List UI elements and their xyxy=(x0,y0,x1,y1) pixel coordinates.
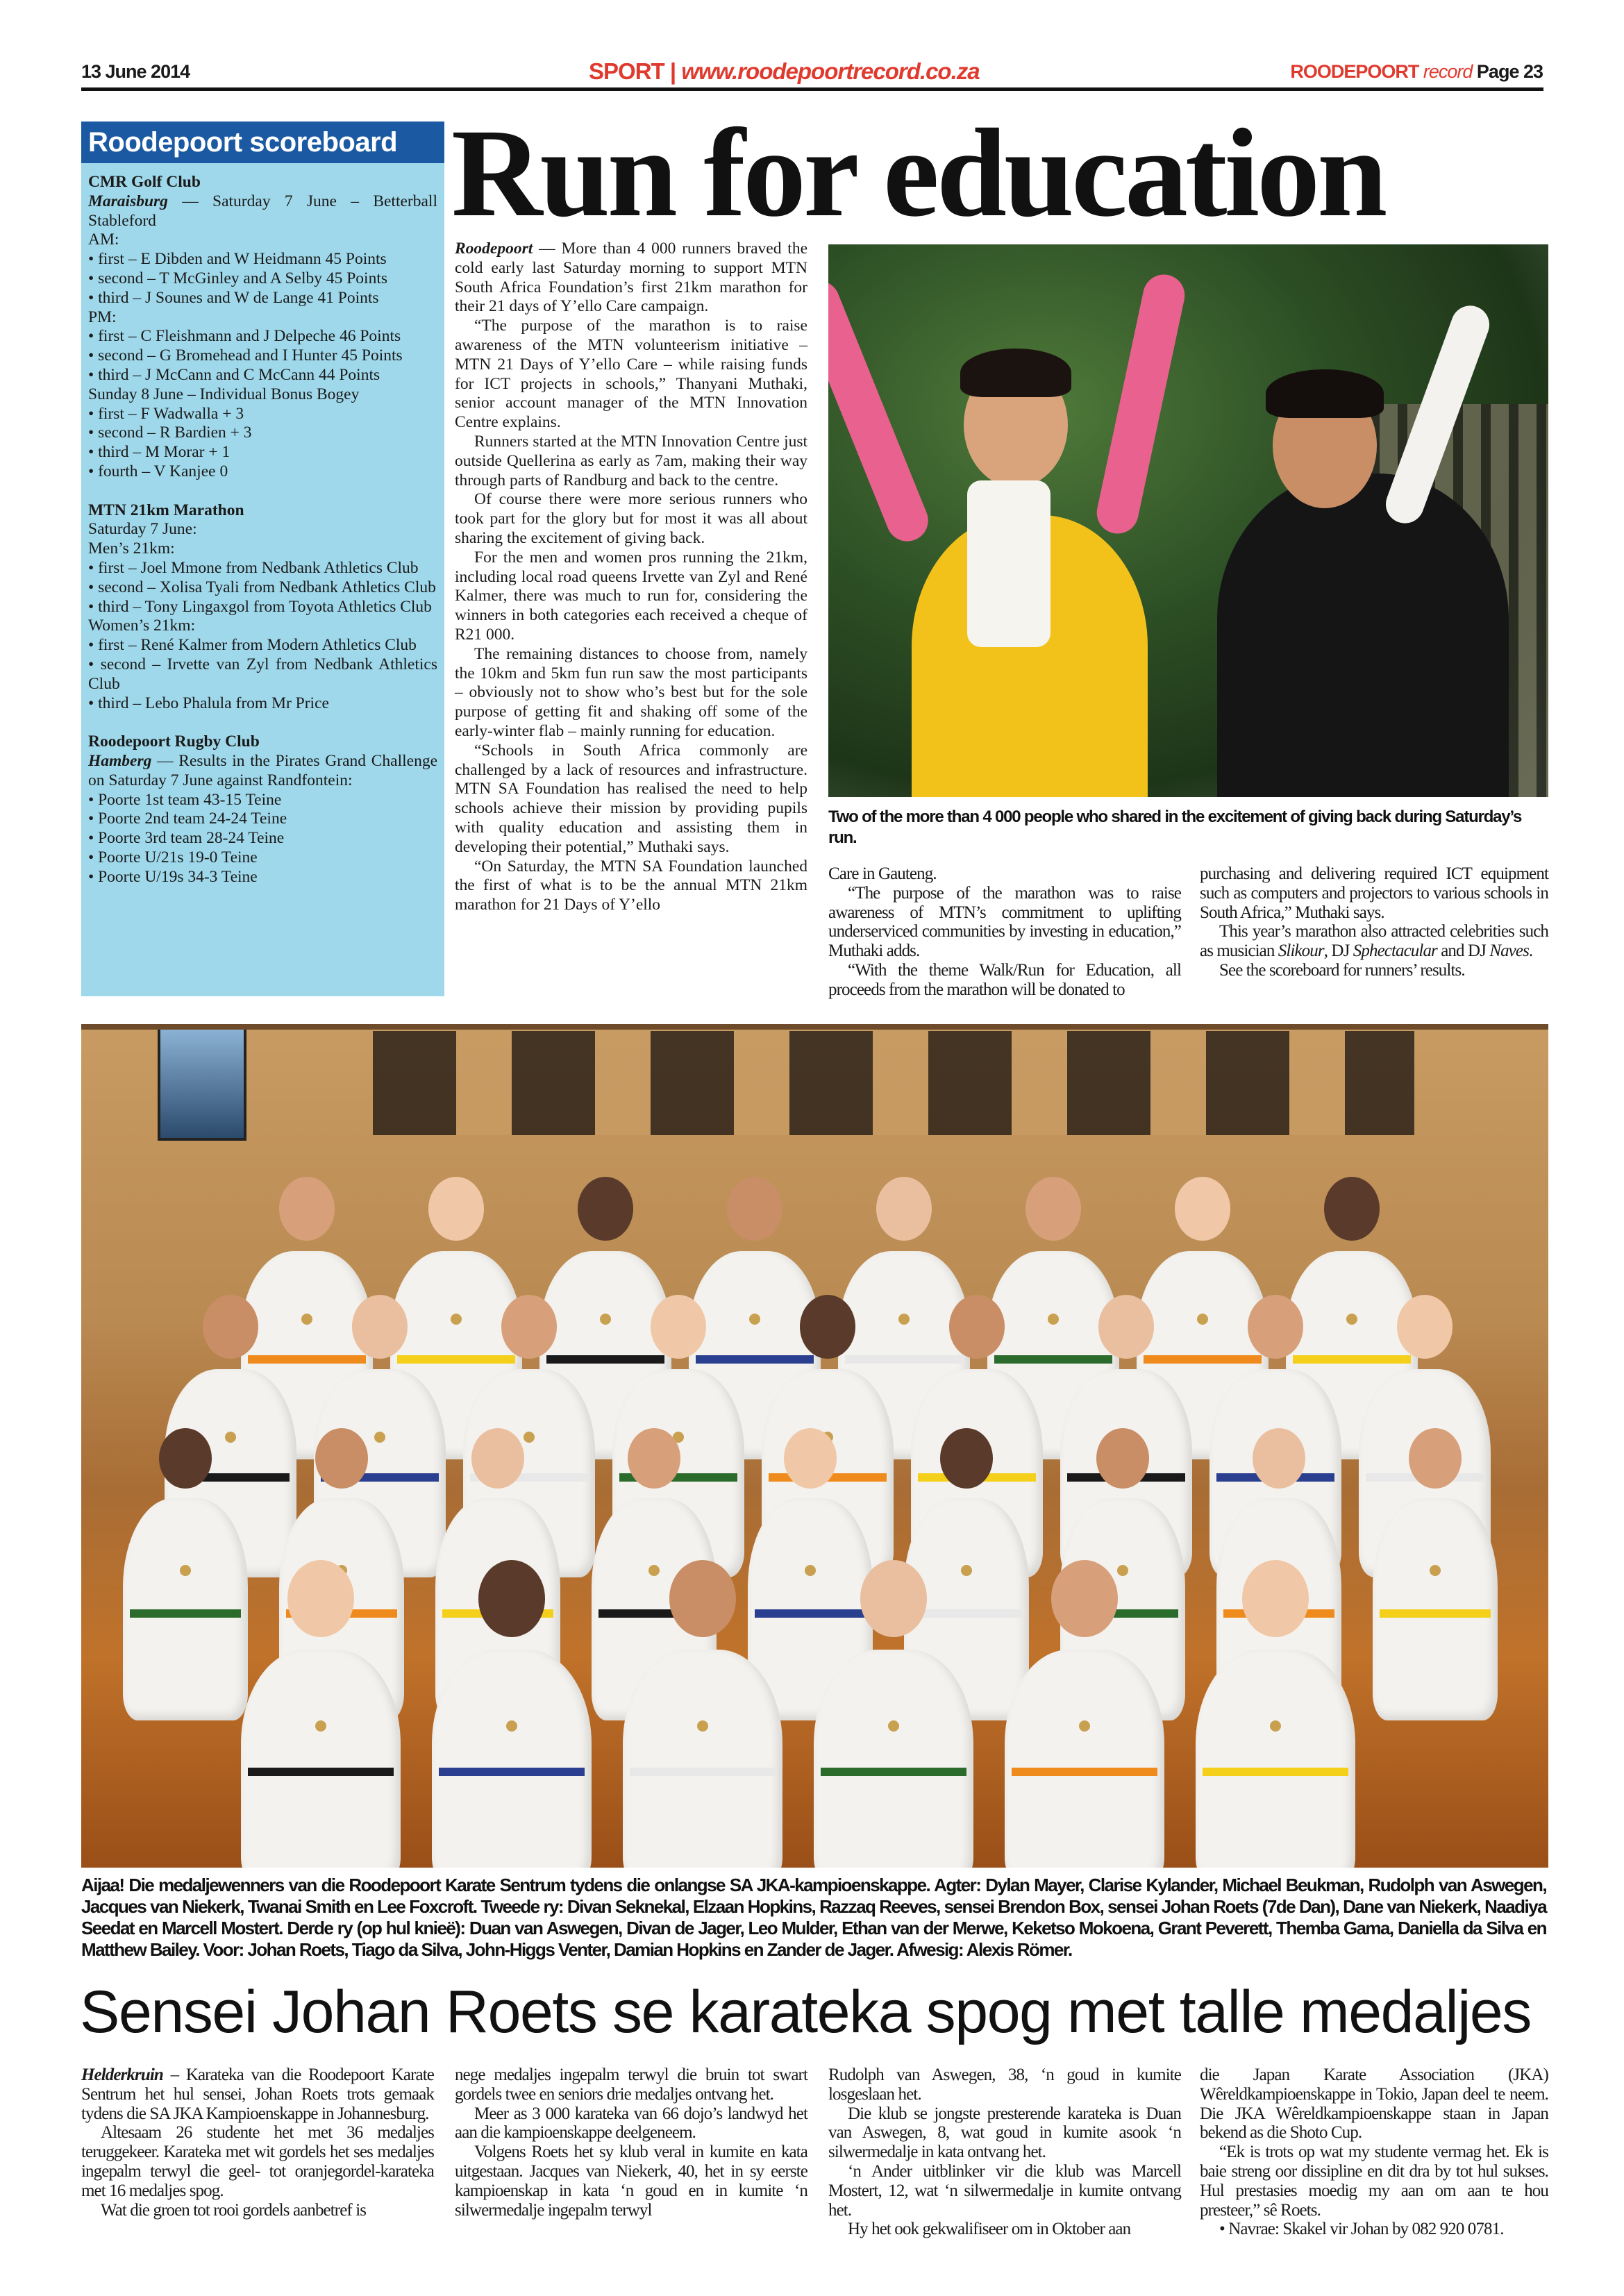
result-line: • first – C Fleishmann and J Delpeche 46 Points xyxy=(88,327,401,346)
medal-icon xyxy=(961,1565,972,1576)
section-heading: MTN 21km Marathon xyxy=(88,501,244,519)
celebrity-name: Slikour xyxy=(1278,941,1324,961)
paragraph xyxy=(455,240,807,317)
karateka-head xyxy=(940,1428,993,1489)
karateka-head xyxy=(1242,1560,1309,1637)
karate-gi xyxy=(1196,1650,1355,1868)
result-line: • fourth – V Kanjee 0 xyxy=(88,462,228,480)
karateka-head xyxy=(279,1177,335,1241)
section-name: SPORT xyxy=(589,58,664,84)
karate-belt xyxy=(130,1609,241,1618)
karate-belt xyxy=(1203,1768,1348,1776)
medal-icon xyxy=(315,1720,326,1732)
karate-belt xyxy=(821,1768,966,1776)
run-article-column-1 xyxy=(455,240,807,915)
result-line: • third – J Sounes and W de Lange 41 Points xyxy=(88,288,379,307)
section-banner xyxy=(589,58,980,85)
result-line: • first – E Dibden and W Heidmann 45 Points xyxy=(88,250,387,269)
karate-belt xyxy=(397,1355,515,1364)
medal-icon xyxy=(898,1314,910,1325)
paragraph: nege medaljes ingepalm terwyl die bruin tot swart gordels twee en seniors drie medaljes ontvang het. xyxy=(455,2065,807,2104)
paragraph-text: — More than 4 000 runners braved the cold early last Saturday morning to support MTN South Africa Foundation’s first 21km marathon for their 21 days of Y’ello Care campaign. xyxy=(455,240,807,316)
karate-photo-caption: Aijaa! Die medaljewenners van die Roodepoort Karate Sentrum tydens die onlangse SA JKA-kampioenskappe. Agter: Dylan Mayer, Clarise Kylander, Michael Beukman, Rudolph van Aswegen, Jacques van Niekerk, Twanai Smith en Lee Foxcroft. Tweede ry: Divan Seknekal, Elzaan Hopkins, Razzaq Reeves, sensei Brendon Box, sensei Johan Roets (7de Dan), Dane van Niekerk, Naadiya Seedat en Marcell Mostert. Derde ry (op hul knieë): Duan van Aswegen, Divan de Jager, Leo Mulder, Ethan van der Merwe, Keketso Mokoena, Grant Peverett, Themba Gama, Daniella da Silva en Matthew Bailey. Voor: Johan Roets, Tiago da Silva, John-Higgs Venter, Damian Hopkins en Zander de Jager. Afwesig: Alexis Römer. xyxy=(81,1875,1546,1960)
karate-gi xyxy=(814,1650,973,1868)
paragraph: Care in Gauteng. xyxy=(828,864,937,883)
karateka-head xyxy=(478,1560,546,1637)
medal-icon xyxy=(697,1720,708,1732)
section-intro-text: — Results in the Pirates Grand Challenge on Saturday 7 June against Randfontein: xyxy=(88,751,437,789)
paragraph xyxy=(81,2065,434,2123)
headline-run-for-education: Run for education xyxy=(451,103,1385,243)
paragraph: Runners started at the MTN Innovation Centre just outside Quellerina as early as 7am, making their way through parts of Randburg and back to the centre. xyxy=(455,432,807,489)
result-line: • third – Lebo Phalula from Mr Price xyxy=(88,694,329,712)
result-line: • Poorte 1st team 43-15 Teine xyxy=(88,790,282,809)
karateka-head xyxy=(860,1560,928,1637)
paragraph: purchasing and delivering required ICT equipment such as computers and projectors to various schools in South Africa,” Muthaki says. xyxy=(1200,864,1548,922)
karateka-head xyxy=(628,1428,680,1489)
karateka-head xyxy=(1248,1295,1303,1359)
photo-right-arm xyxy=(1093,271,1189,537)
karate-belt xyxy=(1144,1355,1262,1364)
paragraph: “Schools in South Africa commonly are challenged by a lack of resources and infrastructure. MTN SA Foundation has realised the need to help schools achieve their mission by providing pupils with quality education and assisting them in developing their potential,” Muthaki says. xyxy=(455,741,807,856)
karate-article-column-3 xyxy=(828,2065,1181,2239)
runners-photo xyxy=(828,244,1548,797)
result-line: • second – Xolisa Tyali from Nedbank Athletics Club xyxy=(88,578,436,596)
medal-icon xyxy=(374,1432,385,1443)
scoreboard-section xyxy=(88,501,437,714)
karate-article-column-2 xyxy=(455,2065,807,2220)
result-line: • first – F Wadwalla + 3 xyxy=(88,404,244,423)
medal-icon xyxy=(1346,1314,1357,1325)
paragraph xyxy=(1200,922,1548,961)
karate-belt xyxy=(546,1355,664,1364)
masthead-page xyxy=(1290,61,1543,83)
photo-left-arm xyxy=(828,274,935,547)
karateka-head xyxy=(1175,1177,1230,1241)
section-intro-text: — Saturday 7 June – Betterball Stableford xyxy=(88,192,437,230)
karate-article-column-1 xyxy=(81,2065,434,2220)
paragraph: • Navrae: Skakel vir Johan by 082 920 0781. xyxy=(1219,2220,1504,2239)
text: This year’s marathon also attracted celebrities such as musician xyxy=(1200,922,1548,961)
karateka-head xyxy=(578,1177,633,1241)
run-article-column-2 xyxy=(828,864,1181,1000)
result-line: • second – G Bromehead and I Hunter 45 Points xyxy=(88,346,403,365)
karateka-head xyxy=(1026,1177,1081,1241)
result-line: • second – T McGinley and A Selby 45 Points xyxy=(88,269,388,287)
karateka-head xyxy=(1253,1428,1305,1489)
issue-date: 13 June 2014 xyxy=(81,61,190,82)
text: , DJ xyxy=(1323,941,1353,961)
paragraph: Altesaam 26 studente het met 36 medaljes teruggekeer. Karateka met wit gordels het ses medaljes ingepalm terwyl die geel- tot oranjegordel-karateka met 16 medaljes spog. xyxy=(81,2123,434,2200)
headline-karate: Sensei Johan Roets se karateka spog met talle medaljes xyxy=(80,1979,1531,2045)
result-line: Men’s 21km: xyxy=(88,539,175,558)
medal-icon xyxy=(1197,1314,1208,1325)
karate-belt xyxy=(1012,1768,1157,1776)
run-article-column-3 xyxy=(1200,864,1548,980)
result-line: PM: xyxy=(88,308,117,326)
scoreboard-title: Roodepoort scoreboard xyxy=(81,121,444,163)
result-line: • third – M Morar + 1 xyxy=(88,443,231,462)
karateka-head xyxy=(669,1560,737,1637)
karateka-head xyxy=(784,1428,837,1489)
karateka-head xyxy=(428,1177,484,1241)
paragraph: Hy het ook gekwalifiseer om in Oktober aan xyxy=(848,2220,1131,2239)
paragraph: “On Saturday, the MTN SA Foundation launched the first of what is to be the annual MTN 21km marathon for 21 Days of Y’ello xyxy=(455,857,807,914)
karateka-group xyxy=(81,1024,1548,1868)
text: . xyxy=(1528,941,1533,961)
karate-team-photo xyxy=(81,1024,1548,1868)
paragraph: “Ek is trots op wat my studente vermag het. Ek is baie streng oor dissipline en dit dra by tot hul sukses. Hul prestasies moedig my aan om aan te hou presteer,” sê Roets. xyxy=(1200,2143,1548,2220)
result-line: • Poorte U/19s 34-3 Teine xyxy=(88,867,258,886)
paragraph: Rudolph van Aswegen, 38, ‘n goud in kumite losgeslaan het. xyxy=(828,2065,1181,2104)
result-line: • Poorte 3rd team 28-24 Teine xyxy=(88,829,285,848)
paragraph: Of course there were more serious runners who took part for the glory but for most it was all about sharing the excitement of giving back. xyxy=(455,490,807,547)
medal-icon xyxy=(225,1432,236,1443)
section-dateline: Maraisburg xyxy=(88,192,168,210)
result-line: • second – R Bardien + 3 xyxy=(88,424,252,442)
karate-belt xyxy=(911,1609,1022,1618)
paragraph: For the men and women pros running the 21km, including local road queens Irvette van Zyl and René Kalmer, there was much to run for, considering the winners in both categories each received a cheque of R21 000. xyxy=(455,548,807,644)
result-line: • first – Joel Mmone from Nedbank Athletics Club xyxy=(88,558,419,577)
medal-icon xyxy=(888,1720,899,1732)
karate-belt xyxy=(755,1609,866,1618)
karate-belt xyxy=(1293,1355,1411,1364)
medal-icon xyxy=(180,1565,191,1576)
paragraph-text: – Karateka van die Roodepoort Karate Sentrum het hul sensei, Johan Roets trots gemaak tydens die SA JKA Kampioenskappe in Johannesburg. xyxy=(81,2065,434,2123)
result-line: • third – Tony Lingaxgol from Toyota Athletics Club xyxy=(88,597,432,616)
karate-article-column-4 xyxy=(1200,2065,1548,2239)
karate-gi xyxy=(1005,1650,1164,1868)
photo-hair-left xyxy=(960,349,1071,397)
karate-gi xyxy=(241,1650,401,1868)
section-separator: | xyxy=(669,58,676,84)
section-intro xyxy=(88,752,437,791)
medal-icon xyxy=(805,1565,816,1576)
karateka-head xyxy=(1051,1560,1119,1637)
celebrity-name: Naves xyxy=(1489,941,1529,961)
karate-belt xyxy=(248,1768,394,1776)
section-intro xyxy=(88,192,437,231)
dateline: Roodepoort xyxy=(455,240,533,258)
runners-photo-caption: Two of the more than 4 000 people who shared in the excitement of giving back during Saturday’s run. xyxy=(828,807,1522,847)
paragraph: “The purpose of the marathon was to raise awareness of MTN’s commitment to uplifting underserviced communities by investing in education,” Muthaki adds. xyxy=(828,883,1181,961)
result-line: • first – René Kalmer from Modern Athletics Club xyxy=(88,636,417,655)
medal-icon xyxy=(524,1432,535,1443)
karateka-head xyxy=(159,1428,212,1489)
result-line: Women’s 21km: xyxy=(88,617,196,635)
karateka-head xyxy=(1098,1295,1154,1359)
karate-gi xyxy=(623,1650,782,1868)
scoreboard-box xyxy=(81,121,444,996)
karateka-head xyxy=(203,1295,258,1359)
karateka-head xyxy=(287,1560,355,1637)
karate-belt xyxy=(696,1355,814,1364)
paragraph: Volgens Roets het sy klub veral in kumite en kata uitgestaan. Jacques van Niekerk, 40, het in sy eerste kampioenskap in kata ‘n goud en in kumite ‘n silwermedalje ingepalm terwyl xyxy=(455,2143,807,2220)
photo-scarf xyxy=(967,480,1050,647)
celebrity-name: Sphectacular xyxy=(1353,941,1437,961)
medal-icon xyxy=(1270,1720,1281,1732)
karateka-head xyxy=(315,1428,368,1489)
scoreboard-section xyxy=(88,732,437,887)
masthead-record: record xyxy=(1423,61,1473,82)
paragraph: Die klub se jongste presterende karateka is Duan van Aswegen, 8, wat goud in kumite asook ‘n silwermedalje in kata ontvang het. xyxy=(828,2104,1181,2162)
karateka-head xyxy=(949,1295,1005,1359)
medal-icon xyxy=(1117,1565,1128,1576)
page-number: Page 23 xyxy=(1476,61,1543,82)
karateka-head xyxy=(1096,1428,1149,1489)
paragraph: die Japan Karate Association (JKA) Wêreldkampioenskappe in Tokio, Japan deel te neem. Die JKA Wêreldkampioenskappe staan in Japan bekend as die Shoto Cup. xyxy=(1200,2065,1548,2143)
header-rule xyxy=(81,87,1543,91)
karate-belt xyxy=(1380,1609,1491,1618)
medal-icon xyxy=(1079,1720,1090,1732)
medal-icon xyxy=(749,1314,760,1325)
photo-hair-right xyxy=(1266,369,1384,418)
medal-icon xyxy=(301,1314,312,1325)
result-line: Sunday 8 June – Individual Bonus Bogey xyxy=(88,385,360,403)
medal-icon xyxy=(506,1720,517,1732)
result-line: • Poorte U/21s 19-0 Teine xyxy=(88,848,258,866)
karate-belt xyxy=(248,1355,366,1364)
result-line: • second – Irvette van Zyl from Nedbank Athletics Club xyxy=(88,655,437,693)
karate-belt xyxy=(994,1355,1112,1364)
paragraph: Wat die groen tot rooi gordels aanbetref is xyxy=(101,2200,367,2220)
scoreboard-section xyxy=(88,173,437,482)
karateka-head xyxy=(1324,1177,1380,1241)
text: and DJ xyxy=(1437,941,1490,961)
karate-belt xyxy=(845,1355,963,1364)
dateline: Helderkruin xyxy=(81,2065,163,2084)
scoreboard-body xyxy=(81,163,444,887)
karateka-head xyxy=(876,1177,932,1241)
karateka-head xyxy=(727,1177,782,1241)
result-line: • third – J McCann and C McCann 44 Points xyxy=(88,365,380,384)
result-line: Saturday 7 June: xyxy=(88,520,197,539)
paragraph: See the scoreboard for runners’ results. xyxy=(1219,960,1465,980)
website-link[interactable]: www.roodepoortrecord.co.za xyxy=(681,58,980,84)
masthead-name: ROODEPOORT xyxy=(1290,61,1419,82)
photo-black-jacket xyxy=(1217,474,1509,797)
karateka-head xyxy=(1397,1295,1453,1359)
paragraph: “The purpose of the marathon is to raise awareness of the MTN volunteerism initiative – MTN 21 Days of Y’ello Care – while raising funds for ICT projects in schools,” Thanyani Muthaki, senior account manager of the MTN Innovation Centre explains. xyxy=(455,317,807,432)
karate-gi xyxy=(432,1650,592,1868)
paragraph: “With the theme Walk/Run for Education, all proceeds from the marathon will be donated to xyxy=(828,960,1181,999)
medal-icon xyxy=(648,1565,660,1576)
medal-icon xyxy=(600,1314,611,1325)
karateka-head xyxy=(1409,1428,1462,1489)
medal-icon xyxy=(451,1314,462,1325)
karateka-head xyxy=(471,1428,524,1489)
karate-belt xyxy=(630,1768,776,1776)
paragraph: ‘n Ander uitblinker vir die klub was Marcell Mostert, 12, wat ‘n silwermedalje in kumite ontvang het. xyxy=(828,2161,1181,2220)
karateka-head xyxy=(352,1295,408,1359)
karateka-head xyxy=(651,1295,706,1359)
section-heading: Roodepoort Rugby Club xyxy=(88,732,260,751)
medal-icon xyxy=(1048,1314,1059,1325)
section-dateline: Hamberg xyxy=(88,751,152,770)
section-heading: CMR Golf Club xyxy=(88,173,201,191)
medal-icon xyxy=(1430,1565,1441,1576)
paragraph: The remaining distances to choose from, namely the 10km and 5km fun run saw the most participants – obviously not to show who’s best but for the sole purpose of getting fit and shaking off some of the early-winter flab – mainly running for education. xyxy=(455,644,807,740)
karate-belt xyxy=(439,1768,585,1776)
result-line: AM: xyxy=(88,231,119,249)
result-line: • Poorte 2nd team 24-24 Teine xyxy=(88,810,287,828)
karateka-head xyxy=(501,1295,557,1359)
karateka-head xyxy=(800,1295,855,1359)
paragraph: Meer as 3 000 karateka van 66 dojo’s landwyd het aan die kampioenskappe deelgeneem. xyxy=(455,2104,807,2143)
